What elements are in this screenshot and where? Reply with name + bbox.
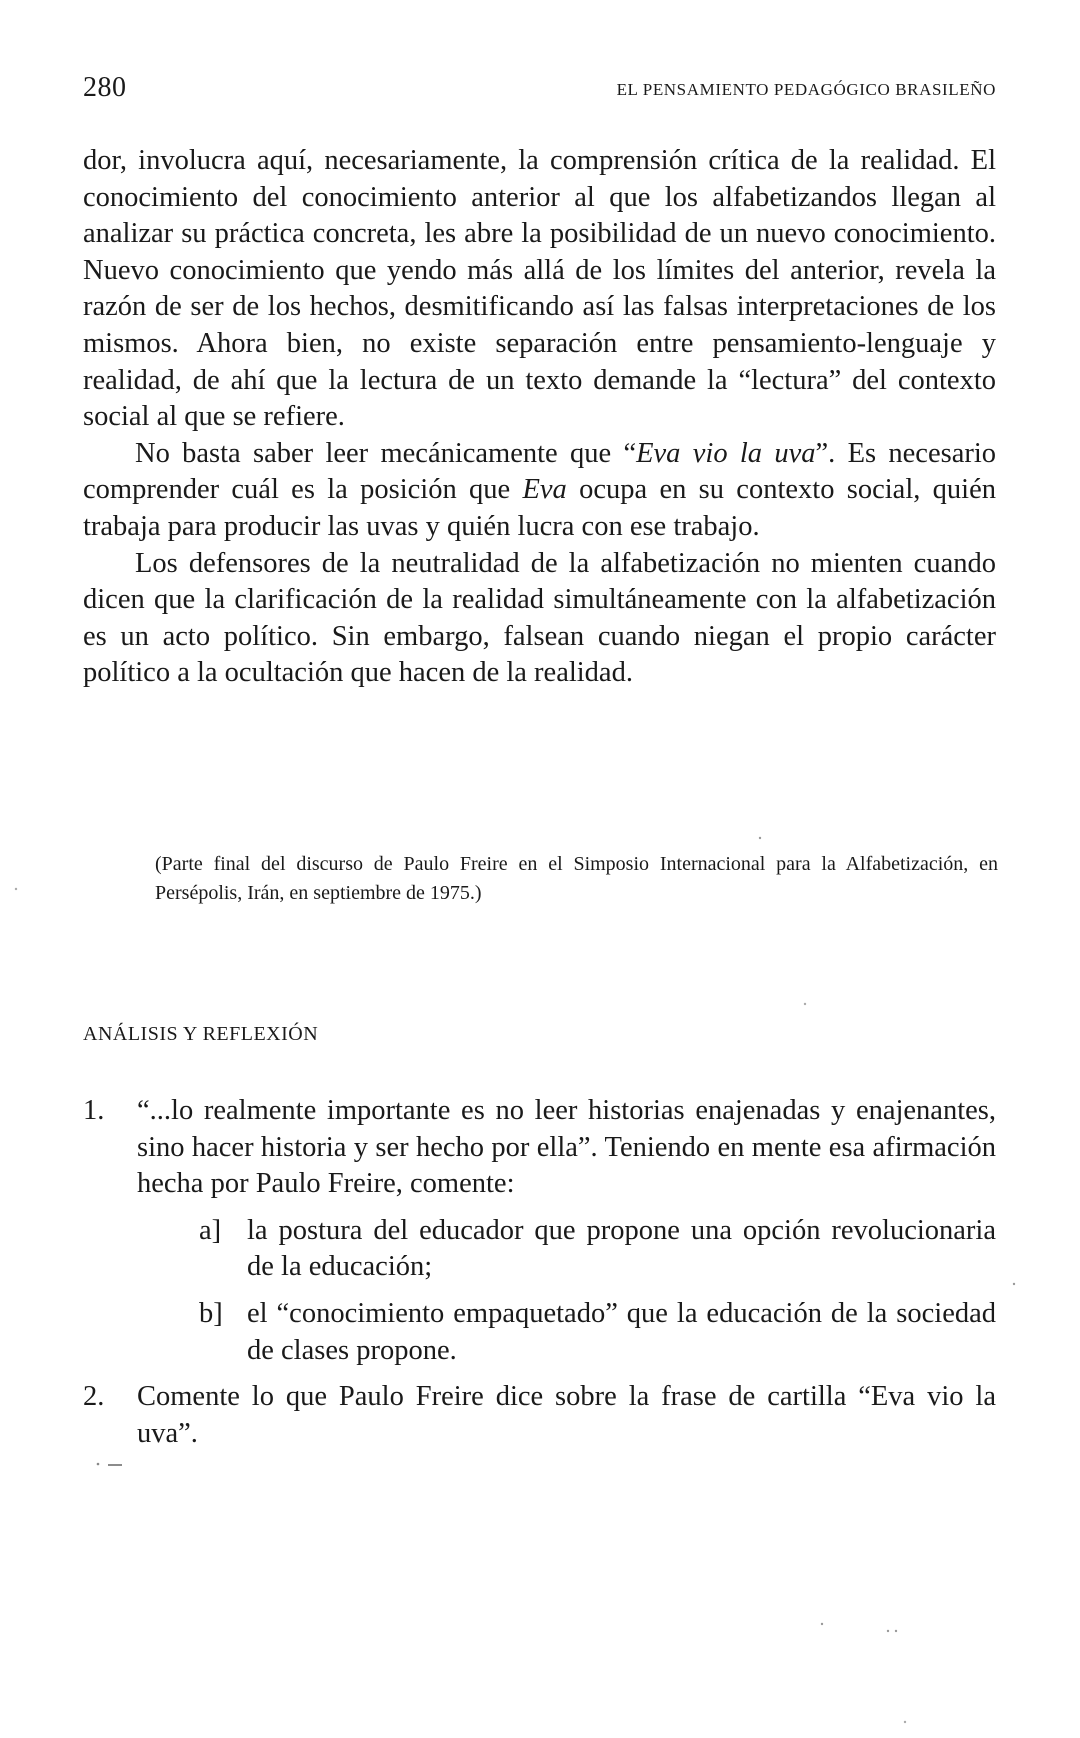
question-item — [83, 1379, 996, 1452]
question-text: Comente lo que Paulo Freire dice sobre la frase de cartilla “Eva vio la uva”. — [137, 1381, 996, 1449]
page-number: 280 — [83, 72, 127, 103]
sub-question — [137, 1296, 996, 1369]
paragraph-2-part-a: No basta saber leer mecánicamente que “ — [135, 437, 637, 469]
sub-question-letter: b] — [199, 1297, 223, 1329]
page-header — [83, 72, 996, 112]
question-number: 1. — [83, 1095, 105, 1126]
paragraph-2-part-e: ocupa en su contexto social, quién trabaja para producir las uvas y quién lucra con ese trabajo. — [83, 474, 996, 542]
question-item — [83, 1093, 996, 1369]
paragraph-2-italic-phrase: Eva vio la uva — [636, 437, 816, 469]
paragraph-2 — [83, 436, 996, 546]
question-number: 2. — [83, 1381, 105, 1413]
question-text: “...lo realmente importante es no leer historias enajenadas y enajenantes, sino hacer historia y ser hecho por ella”. Teniendo en mente esa afirmación hecha por Paulo Freire, comente: — [137, 1095, 996, 1200]
source-citation: (Parte final del discurso de Paulo Freire en el Simposio Internacional para la Alfabetización, en Persépolis, Irán, en septiembre de 1975.) — [155, 853, 998, 904]
running-head: EL PENSAMIENTO PEDAGÓGICO BRASILEÑO — [616, 80, 996, 99]
paragraph-2-part-c: ”. Es necesario comprender cuál es la posición que — [83, 437, 997, 506]
sub-question-text: la postura del educador que propone una opción revolucionaria de la educación; — [247, 1214, 996, 1283]
sub-question-text: el “conocimiento empaquetado” que la educación de la sociedad de clases propone. — [247, 1297, 996, 1366]
sub-question — [137, 1213, 996, 1286]
sub-question-letter: a] — [199, 1214, 222, 1246]
questions-list — [83, 1093, 996, 1462]
paragraph-2-italic-eva: Eva — [522, 474, 567, 506]
paragraph-1: dor, involucra aquí, necesariamente, la comprensión crítica de la realidad. El conocimiento del conocimiento anterior al que los alfabetizandos llegan al analizar su práctica concreta, les abre la posibilidad de un nuevo conocimiento. Nuevo conocimiento que yendo más allá de los límites del anterior, revela la razón de ser de los hechos, desmitificando así las falsas interpretaciones de los mismos. Ahora bien, no existe separación entre pensamiento-lenguaje y realidad, de ahí que la lectura de un texto demande la “lectura” del contexto social al que se refiere. — [83, 145, 996, 433]
section-title: ANÁLISIS Y REFLEXIÓN — [83, 1023, 319, 1045]
main-text — [83, 143, 996, 692]
paragraph-3: Los defensores de la neutralidad de la alfabetización no mienten cuando dicen que la clarificación de la realidad simultáneamente con la alfabetización es un acto político. Sin embargo, falsean cuando niegan el propio carácter político a la ocultación que hacen de la realidad. — [83, 547, 996, 689]
